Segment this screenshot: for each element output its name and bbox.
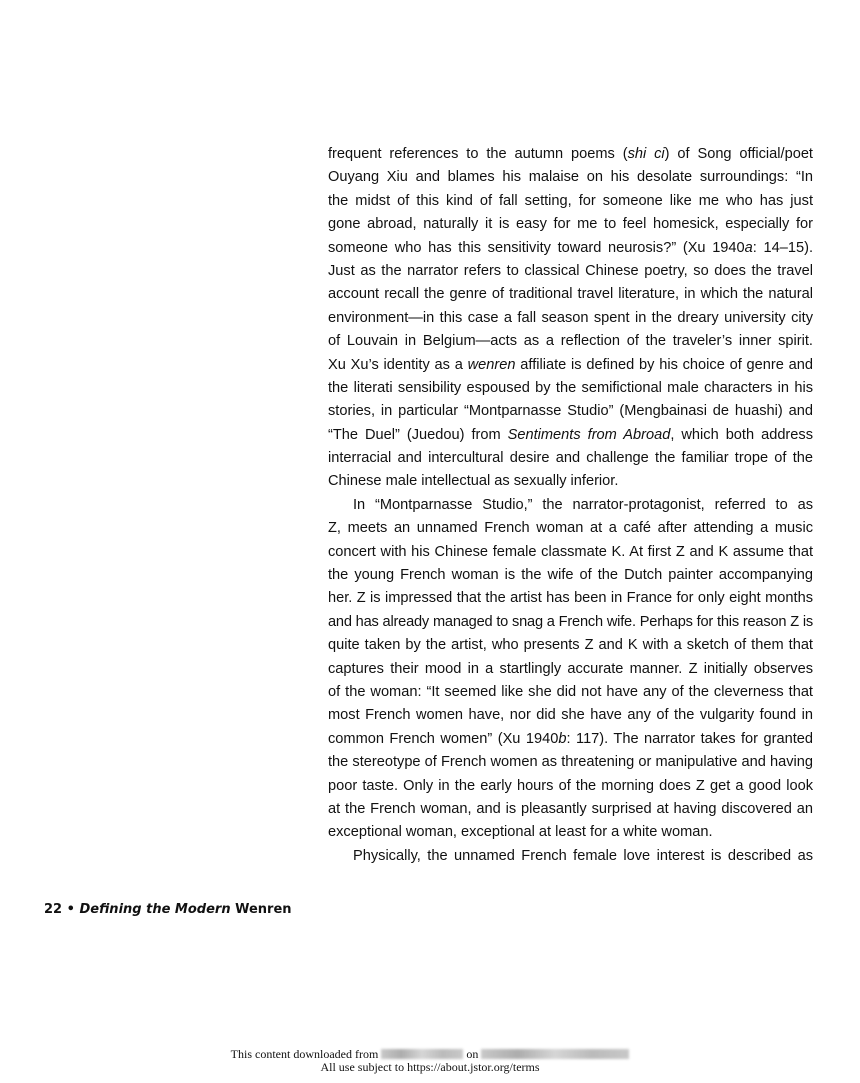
- text-segment: at the French woman, and is pleasantly surprised at having discovered an: [328, 800, 813, 817]
- text-segment: account recall the genre of traditional travel literature, in which the natural: [328, 286, 813, 303]
- text-line: [328, 611, 813, 634]
- italic-text: a: [744, 239, 753, 256]
- text-line: [328, 166, 813, 189]
- page-number: 22: [44, 902, 63, 917]
- text-segment: common French women” (Xu 1940: [328, 730, 559, 747]
- text-line: [328, 424, 813, 447]
- text-segment: of Louvain in Belgium—acts as a reflection of the traveler’s inner spirit.: [328, 333, 813, 350]
- text-segment: Chinese male intellectual as sexually inferior.: [328, 473, 619, 490]
- text-line: [328, 307, 813, 330]
- text-line: [328, 377, 813, 400]
- italic-text: shi ci: [627, 146, 665, 162]
- text-segment: affiliate is defined by his choice of genre and: [515, 356, 813, 373]
- text-segment: quite taken by the artist, who presents Z and K with a sketch of them that: [328, 637, 813, 654]
- text-line: [328, 517, 813, 540]
- text-segment: Ouyang Xiu and blames his malaise on his desolate surroundings: “In: [328, 169, 813, 186]
- text-line: [328, 564, 813, 587]
- text-line: [328, 541, 813, 564]
- text-line: [328, 143, 813, 166]
- redacted-date: [481, 1049, 629, 1059]
- text-segment: Just as the narrator refers to classical Chinese poetry, so does the travel: [328, 262, 813, 279]
- text-segment: stories, in particular “Montparnasse Studio” (Mengbainasi de huashi) and: [328, 403, 813, 420]
- body-text: [328, 143, 813, 868]
- text-segment: exceptional woman, exceptional at least for a white woman.: [328, 824, 713, 841]
- book-title-italic: Defining the Modern: [79, 902, 231, 917]
- text-line: [328, 821, 813, 844]
- text-segment: Z, meets an unnamed French woman at a café after attending a music: [328, 520, 813, 537]
- text-line: [328, 704, 813, 727]
- text-segment: poor taste. Only in the early hours of the morning does Z get a good look: [328, 777, 813, 794]
- text-segment: concert with his Chinese female classmate K. At first Z and K assume that: [328, 543, 813, 560]
- text-segment: someone who has this sensitivity toward neurosis?” (Xu 1940: [328, 239, 745, 256]
- text-line: [328, 213, 813, 236]
- text-line: [328, 681, 813, 704]
- text-line: [328, 845, 813, 868]
- text-line: [328, 237, 813, 260]
- download-prefix: This content downloaded from: [230, 1047, 382, 1061]
- text-segment: the young French woman is the wife of the Dutch painter accompanying: [328, 567, 813, 584]
- text-segment: frequent references to the autumn poems (: [328, 146, 628, 162]
- text-line: [328, 283, 813, 306]
- redacted-ip: [381, 1049, 463, 1059]
- text-line: [328, 447, 813, 470]
- text-segment: In “Montparnasse Studio,” the narrator-protagonist, referred to as: [353, 496, 813, 513]
- text-line: [328, 330, 813, 353]
- text-segment: gone abroad, naturally it is easy for me to feel homesick, especially for: [328, 216, 813, 233]
- italic-text: Sentiments from Abroad: [507, 426, 671, 443]
- text-segment: the midst of this kind of fall setting, for someone like me who has just: [328, 192, 813, 209]
- text-line: [328, 798, 813, 821]
- text-segment: of the woman: “It seemed like she did not have any of the cleverness that: [328, 683, 813, 700]
- jstor-notice: [0, 1048, 860, 1074]
- text-segment: : 117). The narrator takes for granted: [566, 730, 813, 747]
- text-segment: interracial and intercultural desire and challenge the familiar trope of the: [328, 450, 813, 467]
- text-line: [328, 728, 813, 751]
- text-line: [328, 751, 813, 774]
- text-line: [328, 658, 813, 681]
- text-line: [328, 260, 813, 283]
- text-segment: : 14–15).: [752, 239, 813, 256]
- italic-text: wenren: [467, 356, 516, 373]
- book-title-rest: Wenren: [230, 902, 292, 917]
- text-line: [328, 190, 813, 213]
- terms-notice: All use subject to https://about.jstor.org/terms: [320, 1060, 540, 1074]
- text-segment: and has already managed to snag a French wife. Perhaps for this reason Z is: [328, 613, 813, 630]
- bullet: •: [62, 902, 80, 917]
- text-line: [328, 400, 813, 423]
- text-segment: her. Z is impressed that the artist has been in France for only eight months: [328, 590, 813, 607]
- text-segment: , which both address: [670, 426, 813, 443]
- text-line: [328, 634, 813, 657]
- text-line: [328, 775, 813, 798]
- text-segment: the stereotype of French women as threatening or manipulative and having: [328, 754, 813, 771]
- text-line: [328, 587, 813, 610]
- text-line: [328, 470, 813, 493]
- text-segment: captures their mood in a startlingly accurate manner. Z initially observes: [328, 660, 813, 677]
- text-segment: most French women have, nor did she have any of the vulgarity found in: [328, 707, 813, 724]
- text-line: [328, 494, 813, 517]
- text-segment: “The Duel” (Juedou) from: [328, 426, 508, 443]
- running-footer: [44, 902, 292, 917]
- text-segment: ) of Song official/poet: [664, 146, 813, 162]
- text-segment: Physically, the unnamed French female love interest is described as: [353, 847, 813, 864]
- text-segment: environment—in this case a fall season spent in the dreary university city: [328, 309, 813, 326]
- text-segment: the literati sensibility espoused by the semifictional male characters in his: [328, 379, 813, 396]
- download-on: on: [463, 1047, 482, 1061]
- italic-text: b: [558, 730, 567, 747]
- text-line: [328, 354, 813, 377]
- text-segment: Xu Xu’s identity as a: [328, 356, 468, 373]
